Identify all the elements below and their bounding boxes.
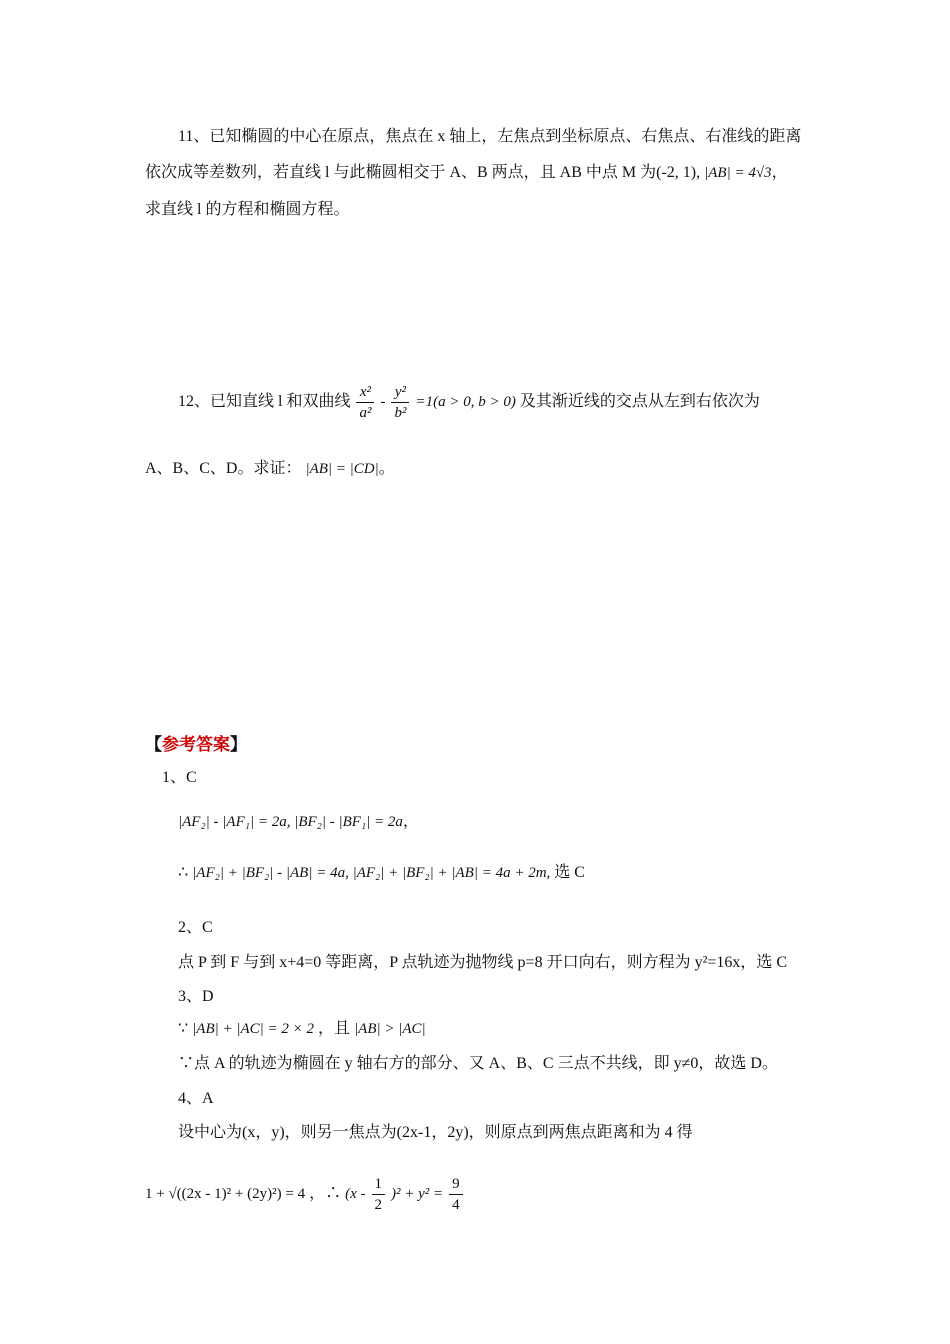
- q11-line2-tail: ，: [771, 164, 788, 181]
- a3-eq: |AB| + |AC| = 2 × 2: [192, 1021, 315, 1037]
- q11-line3: 求直线 l 的方程和椭圆方程。: [145, 201, 350, 218]
- a4-half-den: 2: [374, 1196, 382, 1213]
- q12-frac-x: [356, 382, 374, 423]
- a4-eq2-left: (x -: [345, 1186, 366, 1202]
- a4-half-num: 1: [372, 1174, 386, 1195]
- a4-nine: 9: [449, 1174, 463, 1195]
- a4-eq-line: [145, 1172, 465, 1216]
- q12-proof-equation: |AB| = |CD|: [305, 461, 379, 477]
- a1-eq1-tail: ，: [402, 813, 419, 830]
- q12-line2-text: A、B、C、D。求证：: [145, 460, 302, 477]
- q12-line2-tail: 。: [378, 460, 395, 477]
- q12-line1: [178, 380, 760, 424]
- a3-text2: ∵点 A 的轨迹为椭圆在 y 轴右方的部分、又 A、B、C 三点不共线，即 y≠0，故选 D。: [178, 1055, 778, 1072]
- a4-eq2-mid: )² + y² =: [391, 1186, 444, 1202]
- q11-line1: 11、已知椭圆的中心在原点，焦点在 x 轴上，左焦点到坐标原点、右焦点、右准线的距离: [178, 128, 802, 145]
- a4-four: 4: [452, 1196, 460, 1213]
- q12-equation-tail: =1(a > 0, b > 0): [415, 394, 516, 410]
- a1-head: 1、C: [162, 769, 197, 786]
- a3-because: ∵: [178, 1020, 189, 1037]
- a3-mid: ，且: [318, 1020, 351, 1037]
- q12-minus: -: [380, 394, 386, 410]
- a1-eq2-tail: 选 C: [554, 864, 585, 881]
- a4-nine-fourths: [449, 1174, 463, 1215]
- a1-eq1-line: [178, 812, 419, 832]
- a4-head: 4、A: [178, 1090, 214, 1107]
- q12-frac-x-den: a²: [359, 404, 372, 421]
- a3-eq2: |AB| > |AC|: [354, 1021, 426, 1037]
- q11-line2: [145, 163, 788, 183]
- answers-title: 参考答案: [162, 735, 230, 754]
- a4-eq1: 1 + √((2x - 1)² + (2y)²) = 4: [145, 1186, 306, 1202]
- a1-eq2: |AF₂| + |BF₂| - |AB| = 4a, |AF₂| + |BF₂| + |AB| = 4a + 2m,: [192, 865, 551, 881]
- a4-sep: ，∴: [309, 1185, 342, 1202]
- a3-eq-line: [178, 1019, 426, 1039]
- q12-line2: [145, 459, 395, 479]
- q12-frac-x-num: x²: [356, 382, 374, 403]
- q12-frac-y: [391, 382, 409, 423]
- q11-ab-equation: |AB| = 4√3: [704, 165, 772, 181]
- q12-frac-y-num: y²: [391, 382, 409, 403]
- q11-line2-text: 依次成等差数列，若直线 l 与此椭圆相交于 A、B 两点，且 AB 中点 M 为(-2, 1),: [145, 164, 701, 181]
- a1-eq2-line: [178, 863, 585, 883]
- q12-line1-text: 12、已知直线 l 和双曲线: [178, 393, 351, 410]
- a3-head: 3、D: [178, 988, 214, 1005]
- q12-frac-y-den: b²: [394, 404, 407, 421]
- a2-text: 点 P 到 F 与到 x+4=0 等距离，P 点轨迹为抛物线 p=8 开口向右，则方程为 y²=16x，选 C: [178, 954, 788, 971]
- answers-header: [145, 734, 247, 757]
- a4-text: 设中心为(x，y)，则另一焦点为(2x-1，2y)，则原点到两焦点距离和为 4 得: [178, 1124, 693, 1141]
- a4-half-frac: [372, 1174, 386, 1215]
- a2-head: 2、C: [178, 919, 213, 936]
- answers-bracket-open: 【: [145, 735, 162, 754]
- a1-therefore: ∴: [178, 864, 189, 881]
- answers-bracket-close: 】: [230, 735, 247, 754]
- a1-eq1: |AF₂| - |AF₁| = 2a, |BF₂| - |BF₁| = 2a: [178, 814, 403, 830]
- q12-line1-tail: 及其渐近线的交点从左到右依次为: [519, 393, 760, 410]
